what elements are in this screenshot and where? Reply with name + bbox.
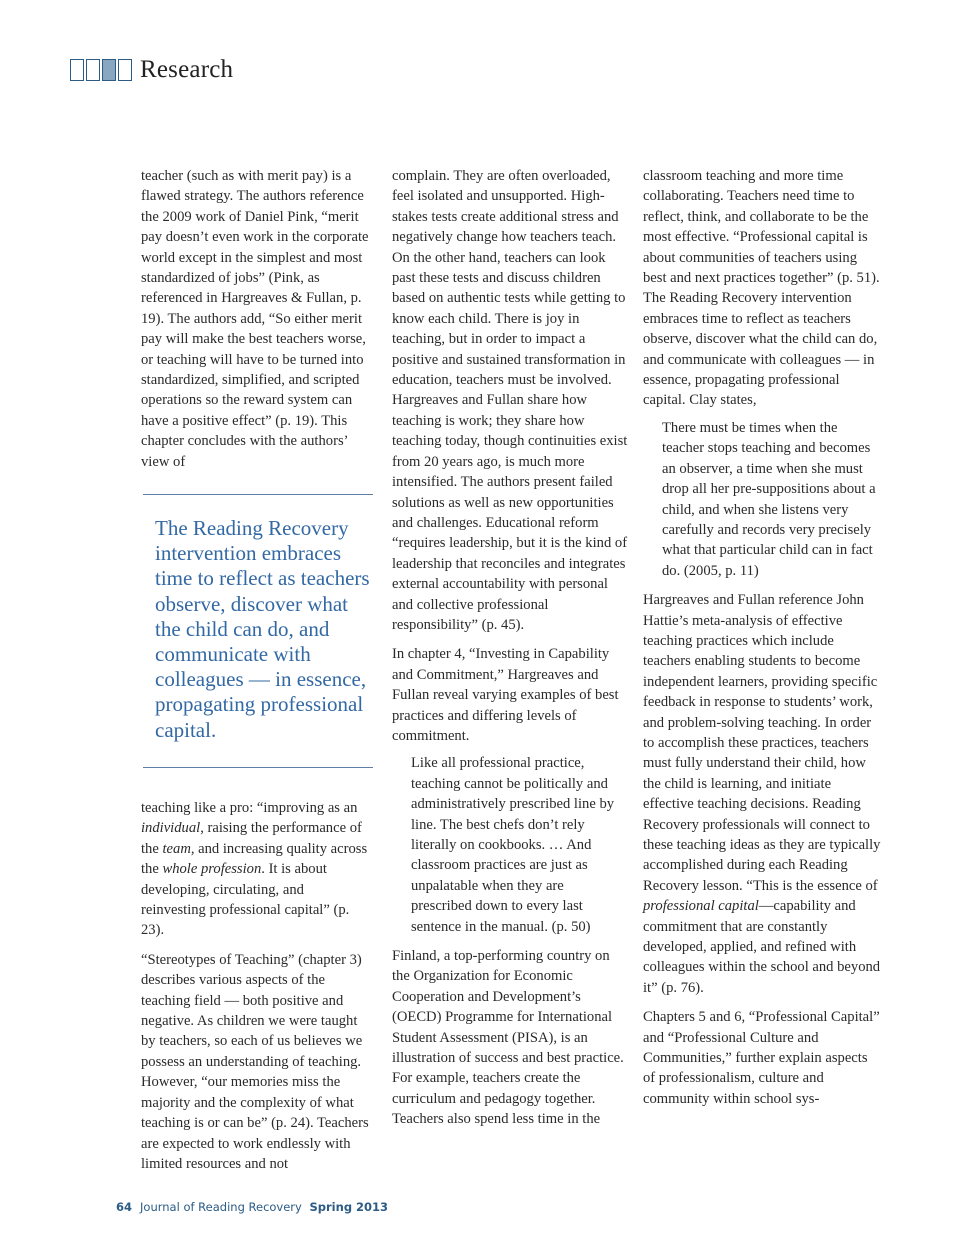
marker-box	[86, 59, 100, 81]
column-3	[643, 166, 881, 1109]
paragraph: teacher (such as with merit pay) is a flawed strategy. The authors reference the 2009 work of Daniel Pink, “merit pay doesn’t even work in the corporate world except in the simplest and most standardized of jobs” (Pink, as referenced in Hargreaves & Fullan, p. 19). The authors add, “So either merit pay will make the best teachers worse, or teaching will have to be turned into standardized, simplified, and scripted operations so the reward system can have a positive effect” (p. 19). This chapter concludes with the authors’ view of	[141, 168, 369, 470]
divider	[143, 494, 373, 495]
page-footer	[116, 1200, 388, 1214]
section-title: Research	[140, 56, 234, 83]
column-1-top	[141, 166, 371, 472]
paragraph: In chapter 4, “Investing in Capability and Commitment,” Hargreaves and Fullan reveal varying examples of best practices and differing levels of commitment.	[392, 646, 619, 744]
column-2	[392, 166, 628, 1130]
paragraph: complain. They are often overloaded, feel isolated and unsupported. High-stakes tests create additional stress and negatively change how teachers teach. On the other hand, teachers can look past these tests and discuss children based on authentic tests while getting to know each child. There is joy in teaching, but in order to impact a positive and sustained transformation in education, teachers must be involved. Hargreaves and Fullan share how teaching is work; they share how teaching today, though continuities exist from 20 years ago, is much more intensified. The authors present failed solutions as well as new opportunities and challenges. Educational reform “requires leadership, but it is the kind of leadership that reconciles and integrates external accountability with personal and collective professional responsibility” (p. 45).	[392, 168, 628, 633]
block-quote: Like all professional practice, teaching cannot be politically and administratively prescribed line by line. The best chefs don’t rely literally on cookbooks. … And classroom practices are just as unpalatable when they are prescribed down to every last sentence in the manual. (p. 50)	[411, 755, 615, 935]
paragraph: teaching like a pro: “improving as an individual, raising the performance of the team, and increasing quality across the whole profession. It is about developing, circulating, and reinvesting professional capital” (p. 23).	[141, 800, 368, 939]
pullquote-box	[143, 494, 373, 768]
paragraph: “Stereotypes of Teaching” (chapter 3) describes various aspects of the teaching field — both positive and negative. As children we were taught by teachers, so each of us believes we possess an understanding of teaching. However, “our memories miss the majority and the complexity of what teaching is or can be” (p. 24). Teachers are expected to work endlessly with limited resources and not	[141, 951, 369, 1172]
paragraph: classroom teaching and more time collaborating. Teachers need time to reflect, think, and collaborate to be the most effective. “Professional capital is about communities of teachers using best and next practices together” (p. 51). The Reading Recovery intervention embraces time to reflect as teachers observe, discover what the child can do, and communicate with colleagues — in essence, propagating professional capital. Clay states,	[643, 168, 880, 409]
marker-box-filled	[102, 59, 116, 81]
pullquote: The Reading Recovery intervention embraces time to reflect as teachers observe, discover what the child can do, and communicate with colleagues — in essence, propagating professional capital.	[155, 516, 370, 742]
section-marker-icon	[70, 59, 132, 81]
paragraph: Finland, a top-performing country on the Organization for Economic Cooperation and Development’s (OECD) Programme for International Student Assessment (PISA), is an illustration of success and best practice. For example, teachers create the curriculum and pedagogy together. Teachers also spend less time in the	[392, 948, 624, 1128]
marker-box	[70, 59, 84, 81]
marker-box	[118, 59, 132, 81]
journal-name: Journal of Reading Recovery	[140, 1200, 302, 1214]
issue-label: Spring 2013	[309, 1200, 389, 1214]
page-header	[70, 56, 233, 84]
divider	[143, 767, 373, 768]
page-number: 64	[116, 1200, 133, 1214]
paragraph: Hargreaves and Fullan reference John Hattie’s meta-analysis of effective teaching practices which include teachers enabling students to become independent learners, providing specific feedback in response to students’ work, and problem-solving teaching. In order to accomplish these practices, teachers must fully understand their child, how the child is learning, and initiate effective teaching decisions. Reading Recovery professionals will connect to these teaching ideas as they are typically accomplished during each Reading Recovery lesson. “This is the essence of professional capital—capability and commitment that are constantly developed, applied, and refined with colleagues within the school and beyond it” (p. 76).	[643, 592, 881, 996]
block-quote: There must be times when the teacher stops teaching and becomes an observer, a time when she must drop all her pre-suppositions about a child, and when she listens very carefully and records very precisely what that particular child can in fact do. (2005, p. 11)	[662, 419, 876, 579]
paragraph: Chapters 5 and 6, “Professional Capital” and “Professional Culture and Communities,” further explain aspects of professionalism, culture and community within school sys-	[643, 1009, 880, 1107]
column-1-bottom	[141, 798, 371, 1174]
